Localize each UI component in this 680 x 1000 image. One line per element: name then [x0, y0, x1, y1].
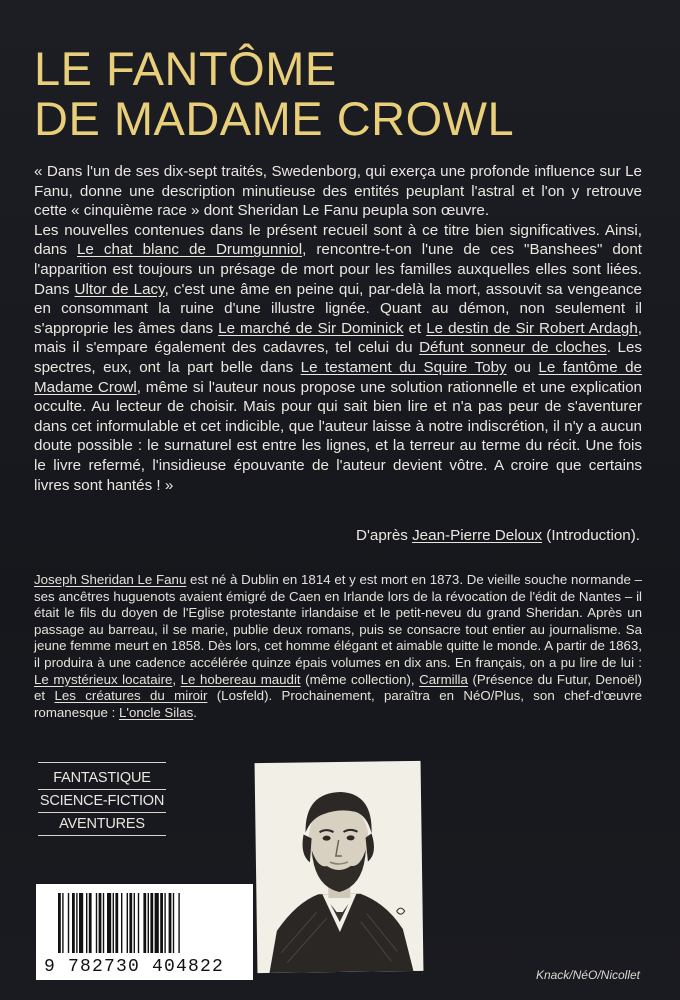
barcode-bar [148, 893, 149, 953]
barcode-bar [129, 893, 132, 953]
barcode-bar [79, 893, 83, 953]
story-title: Le chat blanc de Drumgunniol [76, 241, 303, 259]
story-title: Le testament du Squire Toby [300, 358, 507, 376]
story-title: Le marché de Sir Dominick [218, 319, 404, 337]
author-portrait [255, 761, 424, 973]
portrait-engraving [255, 761, 424, 973]
story-title: Le destin de Sir Robert Ardagh [426, 319, 638, 337]
book-title [34, 44, 654, 144]
story-title: Ultor de Lacy [74, 280, 165, 298]
publisher-imprint: Knack/NéO/Nicollet [535, 968, 640, 982]
barcode-bar [99, 893, 102, 953]
genre-fantastique: FANTASTIQUE [38, 767, 166, 790]
book-title-ref: Le hobereau maudit [180, 671, 301, 687]
genre-list [38, 762, 166, 836]
barcode-bar [150, 893, 153, 953]
barcode [36, 884, 253, 980]
barcode-bars [58, 893, 244, 953]
genre-science-fiction: SCIENCE-FICTION [38, 790, 166, 813]
barcode-bar [121, 893, 122, 953]
attribution-name: Jean-Pierre Deloux [412, 527, 543, 544]
barcode-bar [76, 893, 77, 953]
genre-aventures: AVENTURES [38, 813, 166, 836]
quote-attribution: D'après Jean-Pierre Deloux (Introduction). [356, 527, 640, 544]
barcode-bar [58, 893, 61, 953]
barcode-bar [138, 893, 139, 953]
barcode-bar [178, 893, 179, 953]
blurb-quote [34, 162, 642, 495]
book-title-ref: Le mystérieux locataire [34, 671, 173, 687]
barcode-bar [103, 893, 104, 953]
barcode-bar [155, 893, 159, 953]
barcode-bar [96, 893, 97, 953]
barcode-bar [127, 893, 128, 953]
barcode-bar [89, 893, 92, 953]
barcode-bar [134, 893, 135, 953]
author-name: Joseph Sheridan Le Fanu [34, 572, 187, 587]
story-title: Défunt sonneur de cloches [419, 339, 607, 357]
barcode-bar [113, 893, 114, 953]
barcode-bar [143, 893, 146, 953]
title-line-1: LE FANTÔME [34, 42, 337, 95]
barcode-bar [115, 893, 118, 953]
barcode-bar [62, 893, 63, 953]
author-biography: Joseph Sheridan Le Fanu est né à Dublin en 1814 et y est mort en 1873. De vieille souche normande – ses ancêtres huguenots avaient émigré de Caen en Irlande lors de la révocation de l'édit de Nantes – il était le fils du doyen de l'Eglise protestante irlandaise et le petit-neveu du grand Sheridan. Après un passage au barreau, il se marie, publie deux romans, puis se consacre tout entier au journalisme. Sa jeune femme meurt en 1858. Dès lors, cet homme élégant et aimable quitte le monde. A partir de 1863, il produira à une cadence accélérée quinze épais volumes en dix ans. En français, on a pu lire de lui : Le mystérieux locataire, Le hobereau maudit (même collection), Carmilla (Présence du Futur, Denoël) et Les créatures du miroir (Losfeld). Prochainement, paraîtra en NéO/Plus, son chef-d'œuvre romanesque : L'oncle Silas. [34, 572, 642, 720]
barcode-bar [86, 893, 87, 953]
book-title-ref: L'oncle Silas [119, 704, 194, 720]
quote-paragraph-1: « Dans l'un de ses dix-sept traités, Swedenborg, qui exerça une profonde influence sur Le Fanu, donne une description minutieuse des entités peuplant l'astral et l'on y retrouve cette « cinquième race » dont Sheridan Le Fanu peupla son œuvre. [34, 163, 642, 220]
barcode-bar [68, 893, 69, 953]
barcode-bar [107, 893, 111, 953]
barcode-bar [169, 893, 172, 953]
isbn-number: 9 782730 404822 [44, 957, 225, 977]
barcode-bar [72, 893, 75, 953]
title-line-2: DE MADAME CROWL [34, 92, 515, 145]
book-title-ref: Carmilla [419, 671, 468, 687]
book-title-ref: Les créatures du miroir [54, 688, 208, 704]
quote-paragraph-2: Les nouvelles contenues dans le présent recueil sont à ce titre bien significatives. Ainsi, dans Le chat blanc de Drumgunniol, rencontre-t-on l'une de ces "Banshees" dont l'apparition est toujours un présage de mort pour les familles auxquelles elles sont liées. Dans Ultor de Lacy, c'est une âme en peine qui, par-delà la mort, assouvit sa vengeance en consommant la ruine d'une illustre lignée. Quant au démon, non seulement il s'approprie les âmes dans Le marché de Sir Dominick et Le destin de Sir Robert Ardagh, mais il s'empare également des cadavres, tel celui du Défunt sonneur de cloches. Les spectres, eux, ont la part belle dans Le testament du Squire Toby ou Le fantôme de Madame Crowl, même si l'auteur nous propose une solution rationnelle et une explication occulte. Au lecteur de choisir. Mais pour qui sait bien lire et n'a pas peur de s'aventurer dans cet informulable et cet indicible, que l'auteur laisse à notre indiscrétion, il n'y a aucun doute possible : le surnaturel est entre les lignes, et la terreur au terme du récit. Une fois le livre refermé, l'insidieuse épouvante de l'auteur devient vôtre. A croire que certains livres sont hantés ! » [34, 221, 642, 494]
barcode-bar [173, 893, 174, 953]
barcode-bar [160, 893, 163, 953]
story-title: Le fantôme de Madame Crowl [34, 358, 642, 396]
barcode-bar [164, 893, 165, 953]
